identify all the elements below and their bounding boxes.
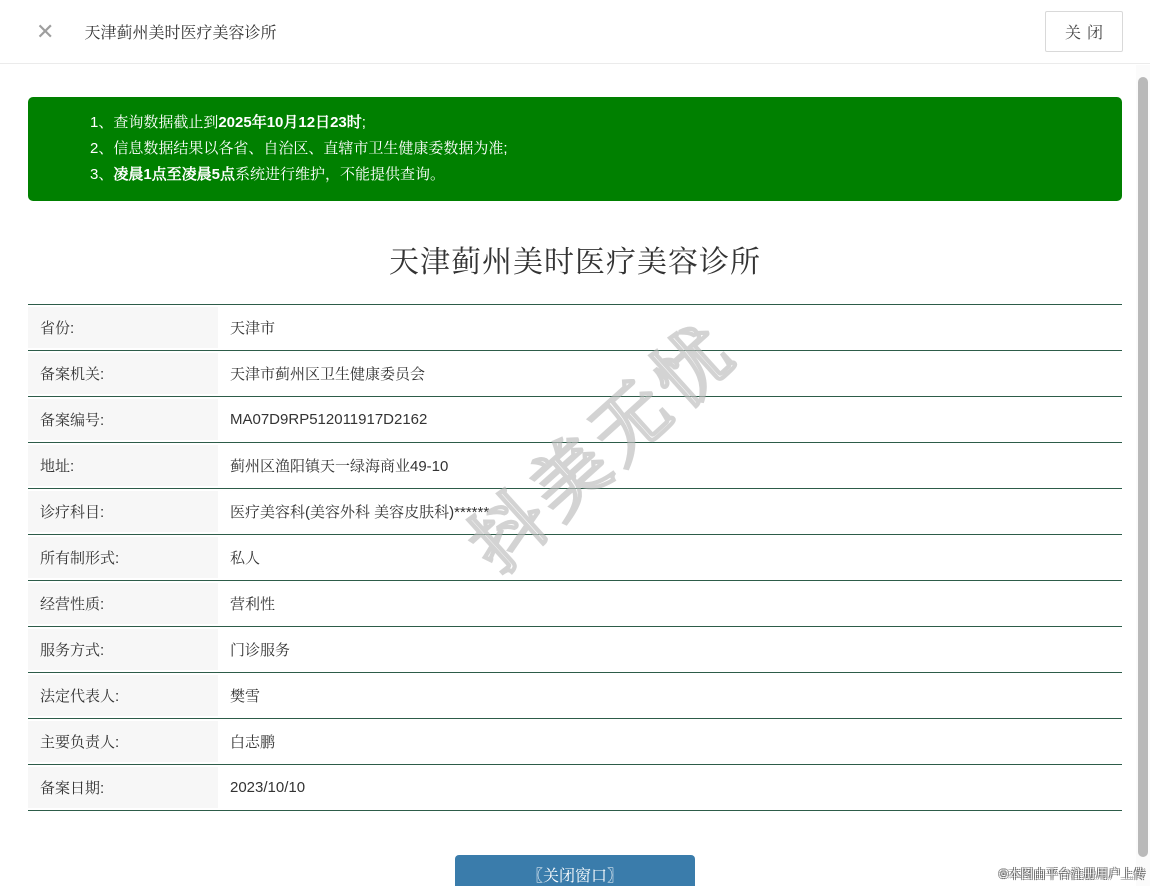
table-row-service-mode [28,627,1122,673]
row-value: 门诊服务 [230,642,291,659]
notice-text: 3、 [90,166,114,183]
notice-text: 1、查询数据截止到 [90,114,219,131]
notice-item [90,110,1106,136]
table-row-address [28,443,1122,489]
table-row-filing-number [28,397,1122,443]
row-value: 2023/10/10 [230,779,306,796]
table-row-filing-date [28,765,1122,811]
watermark-text: 抖美无忧 [454,306,754,588]
row-value: 樊雪 [230,688,261,705]
window-title: 天津蓟州美时医疗美容诊所 [84,25,277,42]
row-label: 诊疗科目: [28,491,218,532]
row-value: 私人 [230,550,261,567]
table-row-legal-representative [28,673,1122,719]
row-label: 备案日期: [28,767,218,808]
table-row-ownership-form [28,535,1122,581]
notice-item [90,162,1106,188]
row-value: 营利性 [230,596,276,613]
row-label: 经营性质: [28,583,218,624]
row-label: 法定代表人: [28,675,218,716]
row-value: 医疗美容科(美容外科 美容皮肤科)****** [230,504,490,521]
row-label: 省份: [28,307,218,348]
close-icon[interactable]: ✕ [36,18,55,44]
notice-text: ; [361,114,366,131]
table-row-province [28,305,1122,351]
table-row-business-nature [28,581,1122,627]
row-label: 主要负责人: [28,721,218,762]
row-label: 服务方式: [28,629,218,670]
close-window-button[interactable]: 〖关闭窗口〗 [455,855,695,886]
row-label: 地址: [28,445,218,486]
table-row-medical-subjects [28,489,1122,535]
page-title: 天津蓟州美时医疗美容诊所 [389,246,761,279]
notice-text: 2、信息数据结果以各省、自治区、直辖市卫生健康委数据为准; [90,140,508,157]
row-value: 蓟州区渔阳镇天一绿海商业49-10 [230,458,449,475]
row-value: 天津市 [230,320,276,337]
top-header-bar [0,0,1150,64]
scrollbar-track[interactable] [1136,65,1150,886]
notice-text: 系统进行维护，不能提供查询。 [235,166,446,183]
notice-banner [28,97,1122,201]
copyright-watermark: ©本图由平台注册用户上传 [999,867,1146,881]
row-label: 备案编号: [28,399,218,440]
row-label: 备案机关: [28,353,218,394]
row-value: 白志鹏 [230,734,276,751]
notice-bold-text: 2025年10月12日23时 [218,114,362,131]
table-row-filing-authority [28,351,1122,397]
row-value: MA07D9RP512011917D2162 [230,411,428,428]
record-info-table [28,304,1122,811]
notice-bold-text: 凌晨1点至凌晨5点 [113,166,236,183]
scrollbar-thumb[interactable] [1138,77,1148,857]
table-row-main-person-in-charge [28,719,1122,765]
bottom-actions [0,855,1150,886]
row-value: 天津市蓟州区卫生健康委员会 [230,366,426,383]
row-label: 所有制形式: [28,537,218,578]
close-button[interactable]: 关闭 [1045,11,1123,52]
notice-item [90,136,1106,162]
